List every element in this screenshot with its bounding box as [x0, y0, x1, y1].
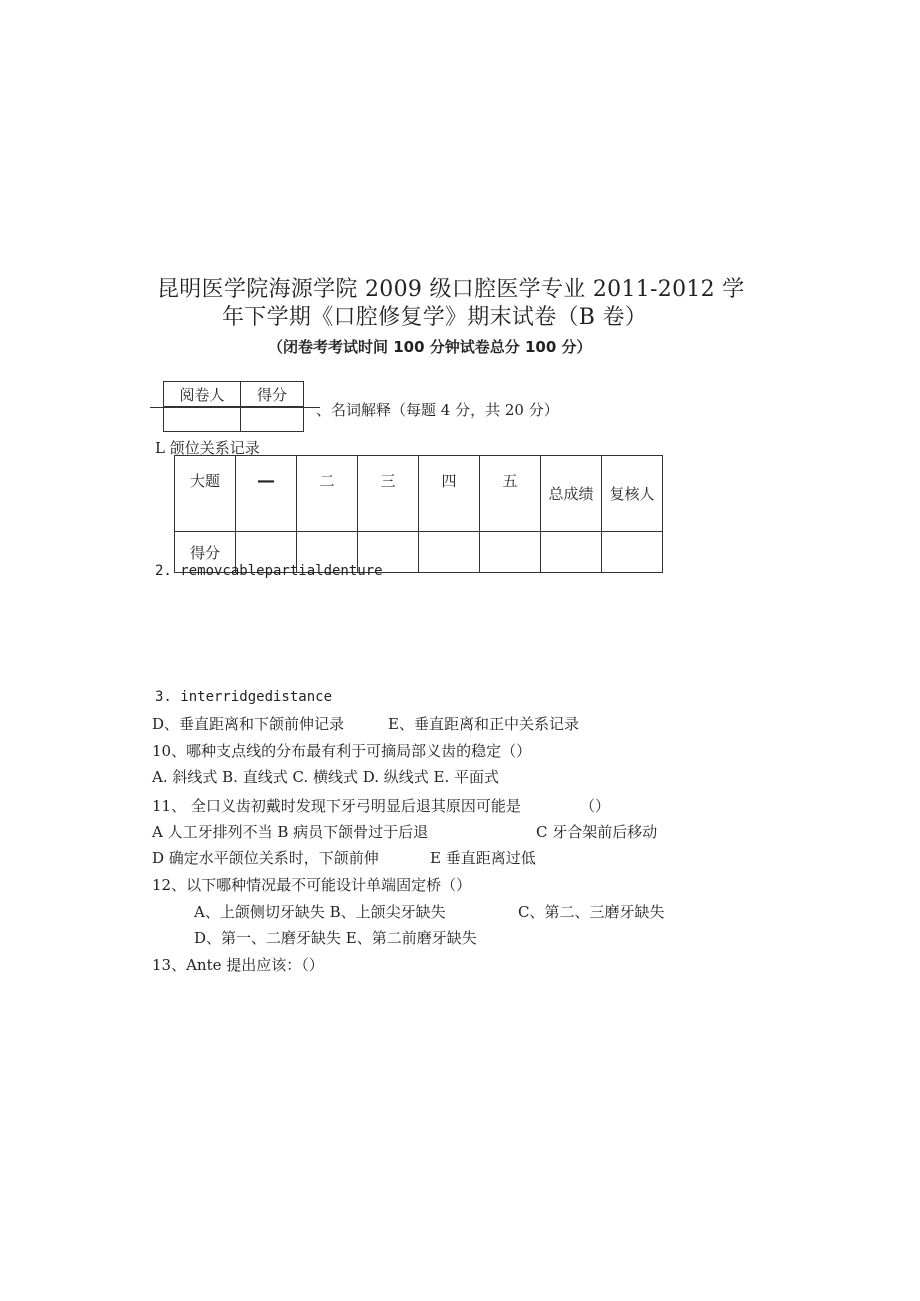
question-10: 10、哪种支点线的分布最有利于可摘局部义齿的稳定（）: [152, 742, 532, 760]
score-cell: [541, 532, 602, 573]
question-3: 3. interridgedistance: [155, 689, 333, 705]
question-11-option-E: E 垂直距离过低: [430, 849, 536, 867]
score-header-cell: —: [236, 456, 297, 532]
question-12-option-C: C、第二、三磨牙缺失: [518, 903, 665, 921]
question-2: 2. removcablepartialdenture: [155, 563, 383, 579]
grader-cell: [164, 407, 241, 432]
score-header-cell: 二: [297, 456, 358, 532]
question-11: 11、 全口义齿初戴时发现下牙弓明显后退其原因可能是: [152, 797, 521, 815]
exam-title-line1: 昆明医学院海源学院 2009 级口腔医学专业 2011-2012 学: [157, 277, 745, 302]
question-13: 13、Ante 提出应该：（）: [152, 956, 324, 974]
option-E-line: E、垂直距离和正中关系记录: [388, 715, 579, 733]
question-12-option-AB: A、上颌侧切牙缺失 B、上颌尖牙缺失: [194, 903, 446, 921]
question-11-paren: （）: [580, 797, 611, 815]
option-D-line: D、垂直距离和下颌前伸记录: [152, 715, 345, 733]
score-table: [174, 455, 663, 573]
exam-subtitle: （闭卷考考试时间 100 分钟试卷总分 100 分）: [268, 338, 592, 356]
score-header-cell: 五: [480, 456, 541, 532]
grader-header: 阅卷人: [164, 382, 241, 407]
score-row-label: 得分: [175, 532, 236, 573]
question-1: L 颌位关系记录: [155, 439, 260, 457]
section-divider-line: [150, 407, 320, 408]
score-header: 得分: [241, 382, 304, 407]
question-12: 12、以下哪种情况最不可能设计单端固定桥（）: [152, 876, 472, 894]
question-10-options: A. 斜线式 B. 直线式 C. 横线式 D. 纵线式 E. 平面式: [152, 768, 499, 786]
score-header-cell: 三: [358, 456, 419, 532]
score-cell: [241, 407, 304, 432]
question-11-option-D: D 确定水平颌位关系时，下颌前伸: [152, 849, 379, 867]
score-header-cell: 复核人: [602, 456, 663, 532]
question-11-option-C: C 牙合架前后移动: [536, 823, 658, 841]
question-11-option-AB: A 人工牙排列不当 B 病员下颌骨过于后退: [152, 823, 429, 841]
section1-heading: 、名词解释（每题 4 分，共 20 分）: [316, 401, 559, 419]
score-header-cell: 大题: [175, 456, 236, 532]
score-cell: [602, 532, 663, 573]
score-header-cell: 总成绩: [541, 456, 602, 532]
score-cell: [480, 532, 541, 573]
score-cell: [419, 532, 480, 573]
question-12-option-DE: D、第一、二磨牙缺失 E、第二前磨牙缺失: [194, 929, 477, 947]
score-header-cell: 四: [419, 456, 480, 532]
exam-title-line2: 年下学期《口腔修复学》期末试卷（B 卷）: [222, 305, 648, 330]
